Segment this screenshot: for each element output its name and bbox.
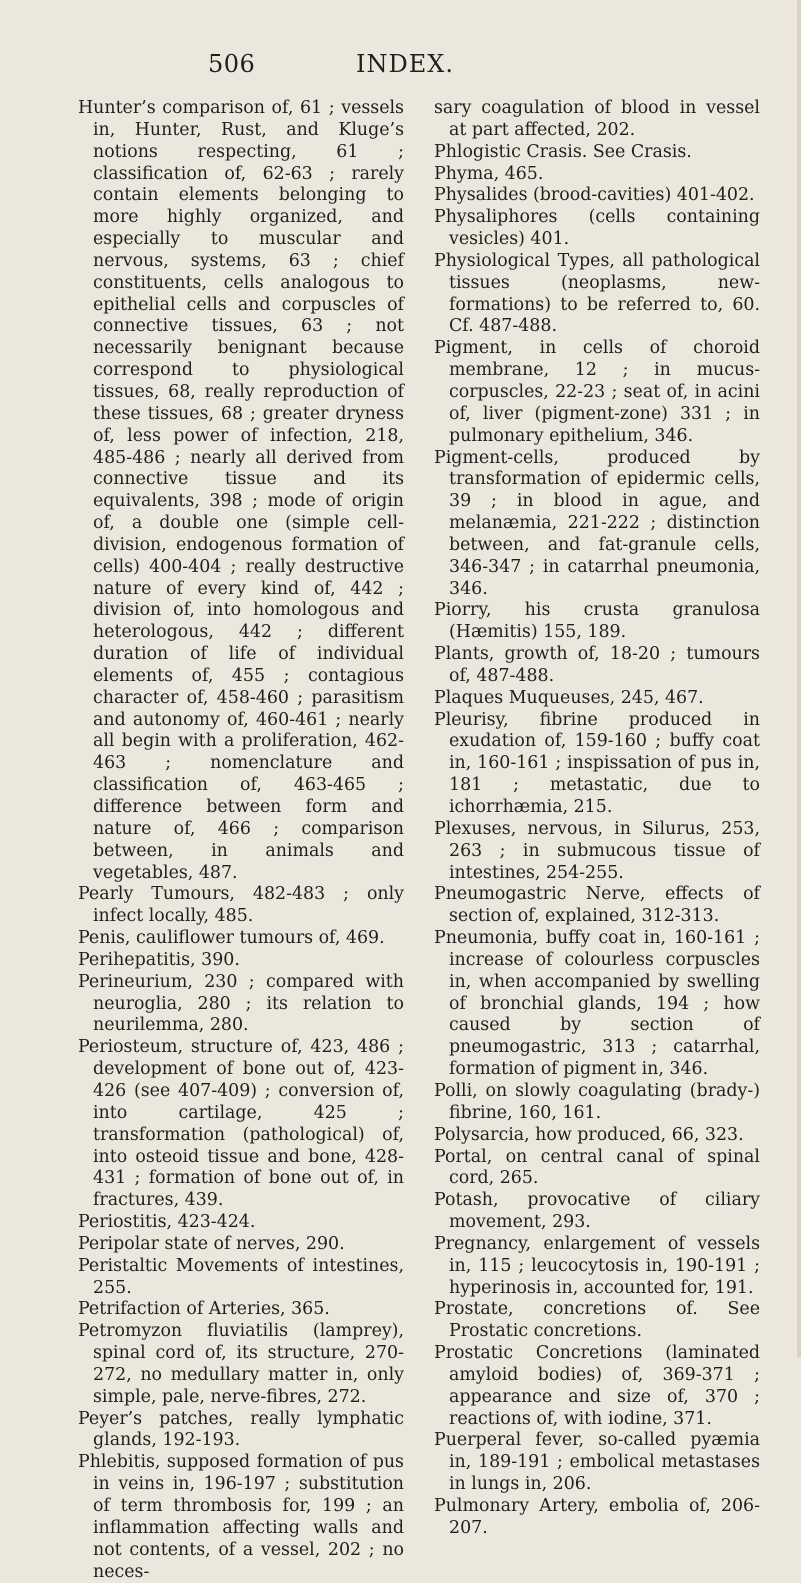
- index-entry: Plexuses, nervous, in Silurus, 253, 263 ; in submucous tissue of intestines, 254-255.: [434, 818, 760, 883]
- index-entry: Perihepatitis, 390.: [78, 949, 240, 970]
- index-entry: Peyer’s patches, really lymphatic glands, 192-193.: [78, 1408, 404, 1451]
- page-edge: [797, 0, 801, 1357]
- index-entry: Polli, on slowly coagulating (brady-) fibrine, 160, 161.: [434, 1080, 760, 1123]
- index-entry: Potash, provocative of ciliary movement, 293.: [434, 1190, 760, 1233]
- index-entry: Periostitis, 423-424.: [78, 1212, 256, 1233]
- index-entry: Polysarcia, how produced, 66, 323.: [434, 1124, 744, 1145]
- index-entry: Pearly Tumours, 482-483 ; only infect locally, 485.: [78, 884, 404, 927]
- index-entry: Portal, on central canal of spinal cord, 265.: [434, 1146, 760, 1189]
- index-entry: Pneumonia, buffy coat in, 160-161 ; increase of colourless corpuscles in, when accompanied by swelling of bronchial glands, 194 ; how caused by section of pneumogastric, 313 ; catarrhal, formation of pigment in, 346.: [434, 928, 760, 1080]
- index-entry: Pregnancy, enlargement of vessels in, 115 ; leucocytosis in, 190-191 ; hyperinosis in, accounted for, 191.: [434, 1233, 760, 1298]
- index-entry: Prostatic Concretions (laminated amyloid bodies) of, 369-371 ; appearance and size of, 370 ; reactions of, with iodine, 371.: [434, 1343, 760, 1429]
- index-entry: Peristaltic Movements of intestines, 255.: [78, 1255, 404, 1298]
- index-entry: Pigment-cells, produced by transformation of epidermic cells, 39 ; in blood in ague, and melanæmia, 221-222 ; distinction between, and fat-granule cells, 346-347 ; in catarrhal pneumonia, 346.: [434, 447, 760, 599]
- index-entry: Phyma, 465.: [434, 163, 544, 184]
- index-entry: Pleurisy, fibrine produced in exudation of, 159-160 ; buffy coat in, 160-161 ; inspissation of pus in, 181 ; metastatic, due to ichorrhæmia, 215.: [434, 709, 760, 817]
- index-entry: Phlebitis, supposed formation of pus in veins in, 196-197 ; substitution of term thrombosis for, 199 ; an inflammation affecting walls and not contents, of a vessel, 202 ; no neces-: [78, 1452, 404, 1582]
- index-entry: sary coagulation of blood in vessel at part affected, 202.: [434, 98, 760, 140]
- index-column-right: [434, 98, 760, 1540]
- index-entry: Pulmonary Artery, embolia of, 206-207.: [434, 1496, 760, 1538]
- index-entry: Peripolar state of nerves, 290.: [78, 1233, 345, 1254]
- index-entry: Physaliphores (cells containing vesicles) 401.: [434, 207, 760, 250]
- index-entry: Petromyzon fluviatilis (lamprey), spinal cord of, its structure, 270-272, no medullary matter in, only simple, pale, nerve-fibres, 272.: [78, 1321, 404, 1407]
- page-number: 506: [208, 50, 256, 78]
- page-header: [0, 50, 801, 86]
- index-entry: Phlogistic Crasis. See Crasis.: [434, 141, 692, 162]
- index-entry: Hunter’s comparison of, 61 ; vessels in, Hunter, Rust, and Kluge’s notions respecting, 61 ; classification of, 62-63 ; rarely contain elements belonging to more highly organized, and especially to muscular and nervous, systems, 63 ; chief constituents, cells analogous to epithelial cells and corpuscles of connective tissues, 63 ; not necessarily benignant because correspond to physiological tissues, 68, really reproduction of these tissues, 68 ; greater dryness of, less power of infection, 218, 485-486 ; nearly all derived from connective tissue and its equivalents, 398 ; mode of origin of, a double one (simple cell-division, endogenous formation of cells) 400-404 ; really destructive nature of every kind of, 442 ; division of, into homologous and heterologous, 442 ; different duration of life of individual elements of, 455 ; contagious character of, 458-460 ; parasitism and autonomy of, 460-461 ; nearly all begin with a proliferation, 462-463 ; nomenclature and classification of, 463-465 ; difference between form and nature of, 466 ; comparison between, in animals and vegetables, 487.: [78, 98, 404, 883]
- index-entry: Pneumogastric Nerve, effects of section of, explained, 312-313.: [434, 884, 760, 927]
- running-title: INDEX.: [356, 50, 454, 78]
- index-entry: Petrifaction of Arteries, 365.: [78, 1299, 330, 1320]
- index-entry: Perineurium, 230 ; compared with neuroglia, 280 ; its relation to neurilemma, 280.: [78, 971, 404, 1036]
- index-entry: Puerperal fever, so-called pyæmia in, 189-191 ; embolical metastases in lungs in, 206.: [434, 1430, 760, 1495]
- index-entry: Plants, growth of, 18-20 ; tumours of, 487-488.: [434, 644, 760, 686]
- index-entry: Penis, cauliflower tumours of, 469.: [78, 928, 385, 949]
- index-column-left: [78, 98, 404, 1583]
- index-entry: Prostate, concretions of. See Prostatic concretions.: [434, 1299, 760, 1342]
- index-entry: Piorry, his crusta granulosa (Hæmitis) 155, 189.: [434, 600, 760, 643]
- index-entry: Physiological Types, all pathological tissues (neoplasms, new-formations) to be referred to, 60. Cf. 487-488.: [434, 250, 760, 337]
- index-entry: Periosteum, structure of, 423, 486 ; development of bone out of, 423-426 (see 407-409) ; conversion of, into cartilage, 425 ; transformation (pathological) of, into osteoid tissue and bone, 428-431 ; formation of bone out of, in fractures, 439.: [78, 1037, 404, 1211]
- index-entry: Pigment, in cells of choroid membrane, 12 ; in mucus-corpuscles, 22-23 ; seat of, in acini of, liver (pigment-zone) 331 ; in pulmonary epithelium, 346.: [434, 338, 760, 446]
- index-entry: Plaques Muqueuses, 245, 467.: [434, 687, 704, 708]
- index-entry: Physalides (brood-cavities) 401-402.: [434, 185, 755, 206]
